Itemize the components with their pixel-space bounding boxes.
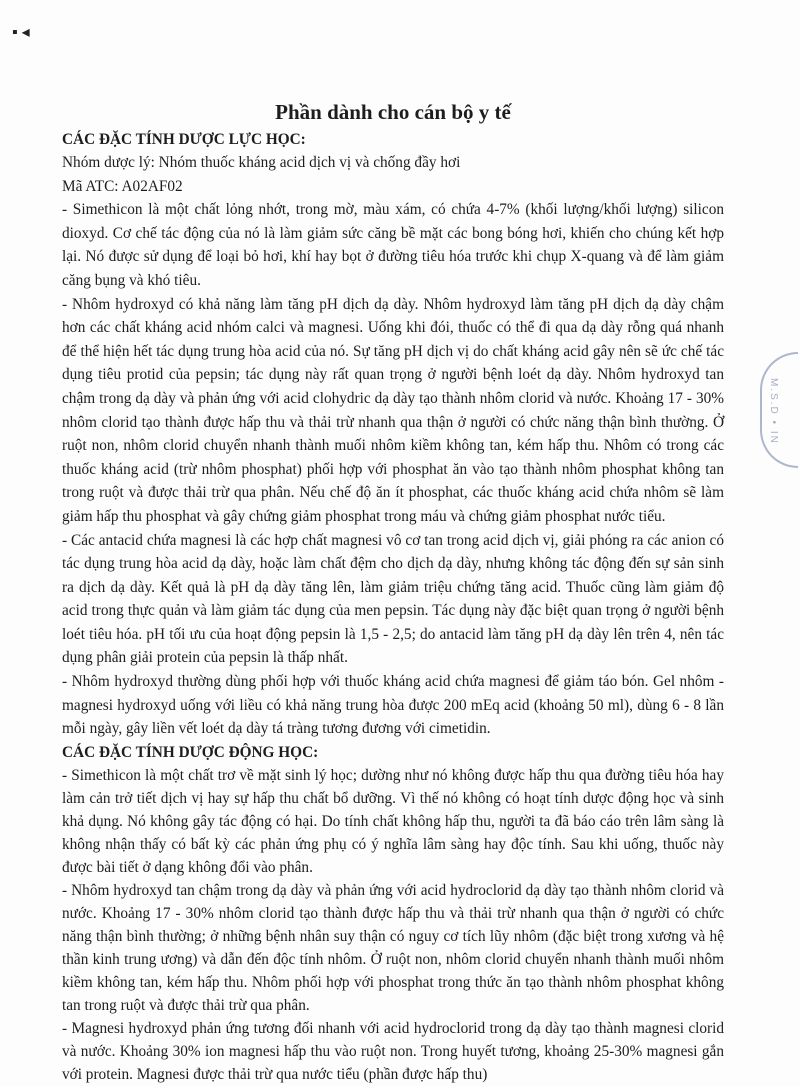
scan-marks: ▪ ◂ [12,24,30,41]
paragraph: - Nhôm hydroxyd tan chậm trong dạ dày và phản ứng với acid hydroclorid dạ dày tạo thành nhôm clorid và nước. Khoảng 17 - 30% nhôm clorid tạo thành được hấp thu và thải trừ nhanh qua thận ở người có chức năng thận bình thường; ở những bệnh nhân suy thận có nguy cơ tích lũy nhôm (đặc biệt trong xương và hệ thần kinh trung ương) và dẫn đến độc tính nhôm. Ở ruột non, nhôm clorid chuyển nhanh thành muối nhôm kiềm không tan, kém hấp thu. Nhôm phối hợp với phosphat trong thức ăn tạo thành nhôm phosphat không tan trong ruột và được thải trừ qua phân. [62,881,724,1014]
stamp-text: M.S.D • IN [768,378,779,445]
atc-code: Mã ATC: A02AF02 [62,177,183,195]
stamp-mark [760,352,798,468]
paragraph: - Nhôm hydroxyd thường dùng phối hợp với thuốc kháng acid chứa magnesi để giảm táo bón. Gel nhôm - magnesi hydroxyd uống với liều có khả năng trung hòa được 200 mEq acid (khoảng 50 ml), dùng 6 - 8 lần mỗi ngày, gây liền vết loét dạ dày tá tràng tương đương với cimetidin. [62,673,724,738]
document-page [62,98,724,1086]
paragraph: - Simethicon là một chất trơ về mặt sinh lý học; dường như nó không được hấp thu qua đường tiêu hóa hay làm cản trở tiết dịch vị hay sự hấp thu chất bổ dưỡng. Vì thế nó không có hoạt tính dược động học và sinh khả dụng. Nó không gây tác động có hại. Do tính chất không hấp thu, người ta đã báo cáo trên lâm sàng là không nhận thấy có bất kỳ các phản ứng phụ có ý nghĩa lâm sàng hay độc tính. Sau khi uống, thuốc này được bài tiết ở dạng không đổi vào phân. [62,766,724,876]
pharmacological-group: Nhóm dược lý: Nhóm thuốc kháng acid dịch vị và chống đầy hơi [62,154,461,171]
page-title: Phần dành cho cán bộ y tế [275,100,511,124]
paragraph: - Magnesi hydroxyd phản ứng tương đối nhanh với acid hydroclorid trong dạ dày tạo thành magnesi clorid và nước. Khoảng 30% ion magnesi hấp thu vào ruột non. Trong huyết tương, khoảng 25-30% magnesi gắn với protein. Magnesi được thải trừ qua nước tiểu (phần được hấp thu) [62,1019,724,1083]
paragraph: - Các antacid chứa magnesi là các hợp chất magnesi vô cơ tan trong acid dịch vị, giải phóng ra các anion có tác dụng trung hòa acid dạ dày, hoặc làm chất đệm cho dịch dạ dày, nhưng không tác động đến sự sản sinh ra dịch dạ dày. Kết quả là pH dạ dày tăng lên, làm giảm triệu chứng tăng acid. Thuốc cũng làm giảm độ acid trong thực quản và làm giảm tác dụng của men pepsin. Tác dụng này đặc biệt quan trọng ở người bệnh loét tiêu hóa. pH tối ưu của hoạt động pepsin là 1,5 - 2,5; do antacid làm tăng pH dạ dày lên trên 4, nên tác dụng phân giải protein của pepsin là thấp nhất. [62,531,724,667]
pharmacokinetics-heading: CÁC ĐẶC TÍNH DƯỢC ĐỘNG HỌC: [62,743,319,761]
pharmacodynamics-heading: CÁC ĐẶC TÍNH DƯỢC LỰC HỌC: [62,131,306,148]
paragraph: - Simethicon là một chất lỏng nhớt, trong mờ, màu xám, có chứa 4-7% (khối lượng/khối lượng) silicon dioxyd. Cơ chế tác động của nó là làm giảm sức căng bề mặt các bong bóng hơi, khiến cho chúng kết hợp lại. Nó được sử dụng để loại bỏ hơi, khí hay bọt ở đường tiêu hóa trước khi chụp X-quang và để làm giảm căng bụng và khó tiêu. [62,201,724,289]
paragraph: - Nhôm hydroxyd có khả năng làm tăng pH dịch dạ dày. Nhôm hydroxyd làm tăng pH dịch dạ dày chậm hơn các chất kháng acid nhóm calci và magnesi. Uống khi đói, thuốc có thể đi qua dạ dày rỗng quá nhanh để thể hiện hết tác dụng trung hòa acid của nó. Sự tăng pH dịch vị do chất kháng acid gây nên sẽ ức chế tác dụng tiêu protid của pepsin; tác dụng này rất quan trọng ở người bệnh loét dạ dày. Nhôm hydroxyd tan chậm trong dạ dày và phản ứng với acid clohydric dạ dày tạo thành nhôm clorid và nước. Khoảng 17 - 30% nhôm clorid tạo thành được hấp thu và thải trừ nhanh qua thận ở người có chức năng thận bình thường. Ở ruột non, nhôm clorid chuyển nhanh thành muối nhôm kiềm không tan, kém hấp thu. Nhôm có trong các thuốc kháng acid (trừ nhôm phosphat) phối hợp với phosphat ăn vào tạo thành nhôm phosphat không tan trong ruột và được thải trừ qua phân. Nếu chế độ ăn ít phosphat, các thuốc kháng acid chứa nhôm sẽ làm giảm hấp thu phosphat và gây chứng giảm phosphat trong máu và chứng giảm phosphat nước tiểu. [62,295,724,525]
